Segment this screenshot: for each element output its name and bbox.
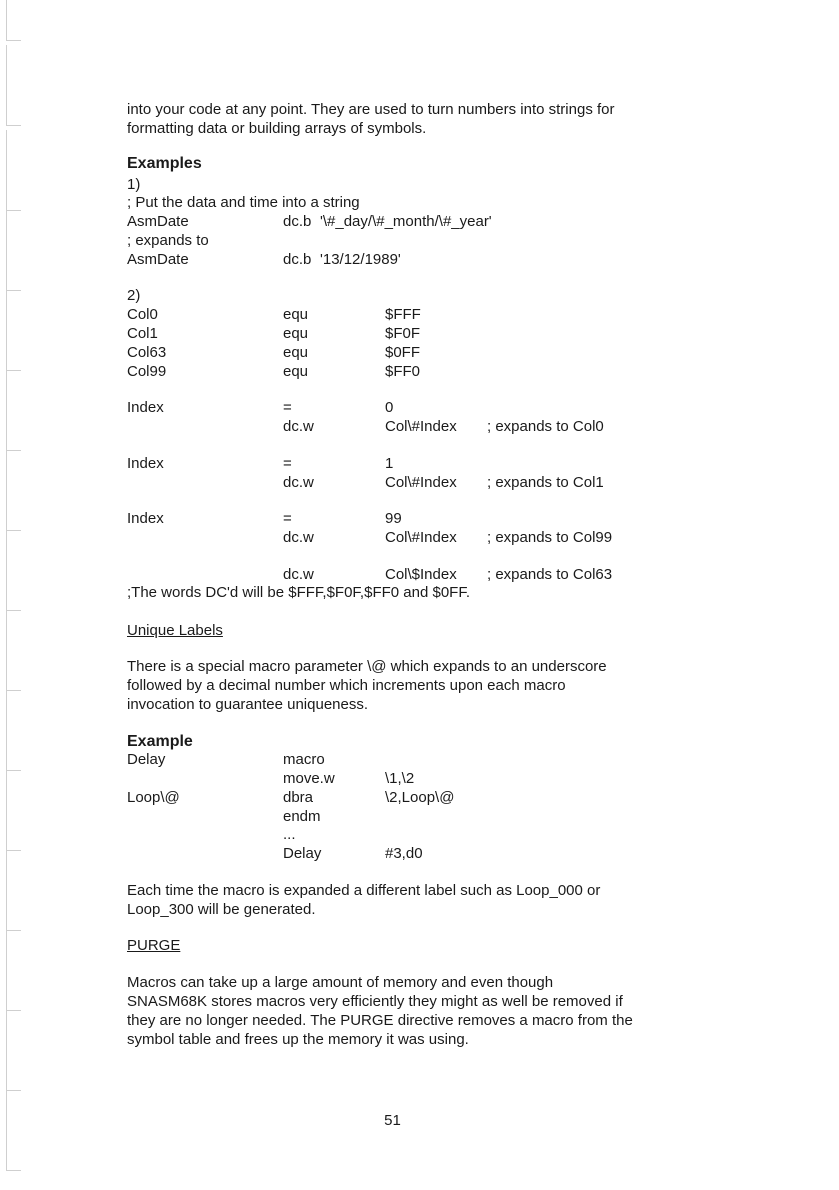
code-arg: Col\$Index [385,566,457,583]
edge-mark [6,690,21,771]
code-arg: '\#_day/\#_month/\#_year' [320,213,492,230]
edge-mark [6,210,21,291]
edge-mark [6,930,21,1011]
code-op: equ [283,325,309,342]
paragraph-line: There is a special macro parameter \@ which expands to an underscore [127,658,607,675]
code-op: dc.w [283,566,314,583]
code-arg: $F0F [385,325,421,342]
edge-mark [6,1010,21,1091]
code-op: Delay [283,845,322,862]
code-comment: ; expands to Col63 [487,566,613,583]
code-op: dc.b [283,251,312,268]
code-label: Col63 [127,344,167,361]
paragraph-line: followed by a decimal number which increments upon each macro [127,677,566,694]
code-op: = [283,455,292,472]
edge-mark [6,0,21,41]
code-comment: ; expands to Col0 [487,418,604,435]
code-op: endm [283,808,321,825]
edge-mark [6,770,21,851]
edge-mark [6,530,21,611]
paragraph-line: Macros can take up a large amount of memory and even though [127,974,554,991]
paragraph-line: Loop_300 will be generated. [127,901,316,918]
code-op: equ [283,344,309,361]
code-arg: $FF0 [385,363,421,380]
code-label: AsmDate [127,213,189,230]
code-op: macro [283,751,325,768]
code-label: Delay [127,751,166,768]
code-label: Index [127,399,164,416]
paragraph-line: they are no longer needed. The PURGE directive removes a macro from the [127,1012,633,1029]
edge-mark [6,610,21,691]
code-arg: 0 [385,399,394,416]
code-op: dc.w [283,474,314,491]
edge-mark [6,45,21,126]
code-comment: ; Put the data and time into a string [127,194,360,211]
code-label: Col99 [127,363,167,380]
code-arg: 1 [385,455,394,472]
code-op: dbra [283,789,314,806]
code-arg: 99 [385,510,402,527]
edge-mark [6,130,21,211]
code-op: dc.b [283,213,312,230]
code-label: Index [127,455,164,472]
code-arg: Col\#Index [385,474,457,491]
example-heading: Example [127,733,193,750]
paragraph-line: SNASM68K stores macros very efficiently they might as well be removed if [127,993,623,1010]
code-comment: ; expands to Col1 [487,474,604,491]
code-arg: $0FF [385,344,421,361]
code-arg: Col\#Index [385,529,457,546]
code-arg: \1,\2 [385,770,415,787]
section-heading: PURGE [127,937,181,954]
code-op: dc.w [283,418,314,435]
intro-line: into your code at any point. They are used to turn numbers into strings for [127,101,615,118]
example-number: 1) [127,176,141,193]
intro-line: formatting data or building arrays of symbols. [127,120,427,137]
code-arg: '13/12/1989' [320,251,401,268]
examples-heading: Examples [127,155,202,172]
code-label: Col0 [127,306,158,323]
code-comment: ;The words DC'd will be $FFF,$F0F,$FF0 and $0FF. [127,584,470,601]
edge-mark [6,290,21,371]
edge-mark [6,850,21,931]
code-label: AsmDate [127,251,189,268]
code-op: dc.w [283,529,314,546]
edge-mark [6,370,21,451]
paragraph-line: invocation to guarantee uniqueness. [127,696,369,713]
code-arg: Col\#Index [385,418,457,435]
edge-mark [6,1090,21,1171]
code-label: Col1 [127,325,158,342]
paragraph-line: Each time the macro is expanded a different label such as Loop_000 or [127,882,601,899]
code-op: = [283,399,292,416]
code-op: equ [283,363,309,380]
code-op: ... [283,826,296,843]
example-number: 2) [127,287,141,304]
code-arg: $FFF [385,306,421,323]
code-label: Loop\@ [127,789,180,806]
edge-mark [6,450,21,531]
code-comment: ; expands to [127,232,209,249]
code-comment: ; expands to Col99 [487,529,613,546]
code-label: Index [127,510,164,527]
section-heading: Unique Labels [127,622,223,639]
code-op: = [283,510,292,527]
code-op: equ [283,306,309,323]
code-op: move.w [283,770,335,787]
code-arg: \2,Loop\@ [385,789,455,806]
page-number: 51 [384,1112,401,1129]
paragraph-line: symbol table and frees up the memory it was using. [127,1031,469,1048]
code-arg: #3,d0 [385,845,423,862]
